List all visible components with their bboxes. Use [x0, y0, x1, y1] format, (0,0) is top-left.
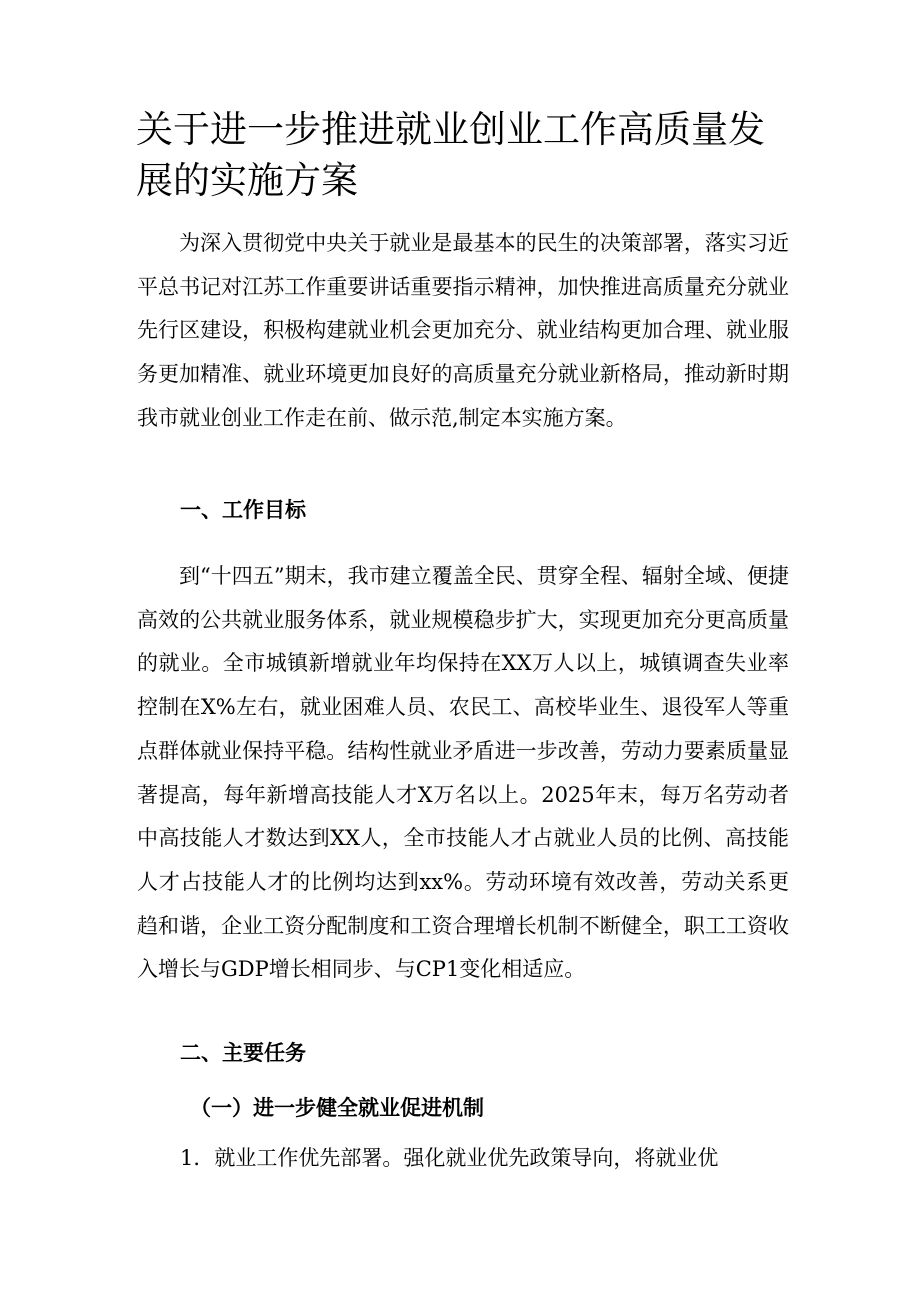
section-heading-tasks: 二、主要任务: [180, 1041, 306, 1065]
task-item-1: 1．就业工作优先部署。强化就业优先政策导向，将就业优: [180, 1146, 719, 1170]
goals-paragraph: 到“十四五”期末，我市建立覆盖全民、贯穿全程、辐射全域、便捷高效的公共就业服务体系，就业规模稳步扩大，实现更加充分更高质量的就业。全市城镇新增就业年均保持在XX万人以上，城镇调查失业率控制在X%左右，就业困难人员、农民工、高校毕业生、退役军人等重点群体就业保持平稳。结构性就业矛盾进一步改善，劳动力要素质量显著提高，每年新增高技能人才X万名以上。2025年末，每万名劳动者中高技能人才数达到XX人，全市技能人才占就业人员的比例、高技能人才占技能人才的比例均达到xx%。劳动环境有效改善，劳动关系更趋和谐，企业工资分配制度和工资合理增长机制不断健全，职工工资收入增长与GDP增长相同步、与CP1变化相适应。: [137, 564, 789, 982]
document-title: 关于进一步推进就业创业工作高质量发展的实施方案: [136, 108, 765, 202]
intro-paragraph: 为深入贯彻党中央关于就业是最基本的民生的决策部署，落实习近平总书记对江苏工作重要讲话重要指示精神，加快推进高质量充分就业先行区建设，积极构建就业机会更加充分、就业结构更加合理、就业服务更加精准、就业环境更加良好的高质量充分就业新格局，推动新时期我市就业创业工作走在前、做示范,制定本实施方案。: [137, 231, 789, 430]
subsection-heading-employment-mechanism: （一）进一步健全就业促进机制: [190, 1095, 484, 1120]
section-heading-goals: 一、工作目标: [180, 498, 306, 522]
